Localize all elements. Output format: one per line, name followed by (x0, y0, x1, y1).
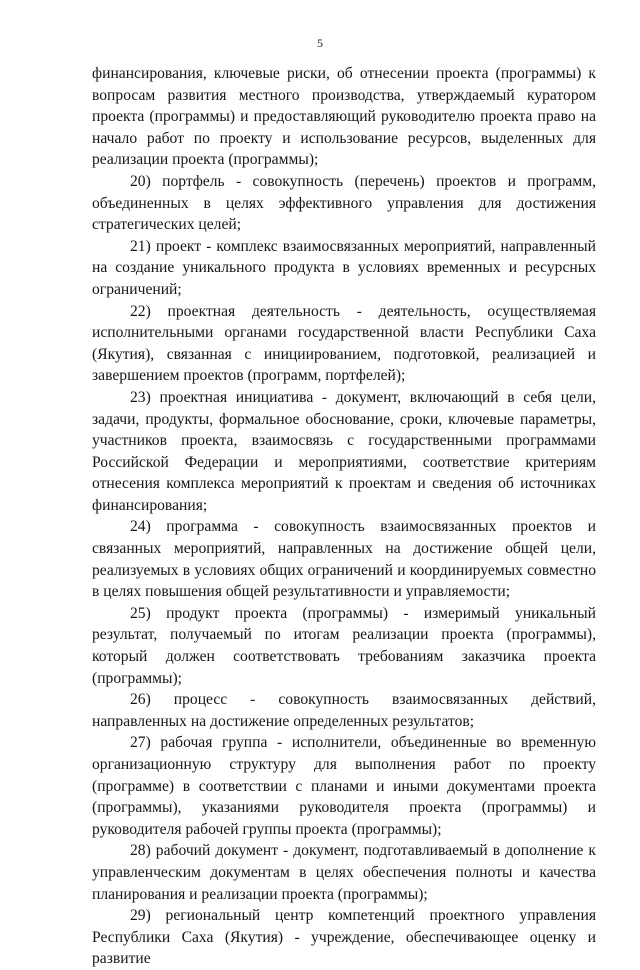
paragraph-item-22: 22) проектная деятельность - деятельность, осуществляемая исполнительными органами государственной власти Республики Саха (Якутия), связанная с инициированием, подготовкой, реализацией и завершением проектов (программ, портфелей); (92, 302, 596, 385)
paragraph-item-26: 26) процесс - совокупность взаимосвязанных действий, направленных на достижение определенных результатов; (92, 691, 596, 730)
paragraph-item-24: 24) программа - совокупность взаимосвязанных проектов и связанных мероприятий, направленных на достижение общей цели, реализуемых в условиях общих ограничений и координируемых совместно в целях повышения общей результативности и управляемости; (92, 518, 596, 601)
paragraph-item-27: 27) рабочая группа - исполнители, объединенные во временную организационную структуру для выполнения работ по проекту (программе) в соответствии с планами и иными документами проекта (программы), указаниями руководителя проекта (программы) и руководителя рабочей группы проекта (программы); (92, 734, 596, 838)
paragraph-item-28: 28) рабочий документ - документ, подготавливаемый в дополнение к управленческим документам в целях обеспечения полноты и качества планирования и реализации проекта (программы); (92, 842, 596, 903)
paragraph-item-23: 23) проектная инициатива - документ, включающий в себя цели, задачи, продукты, формальное обоснование, сроки, ключевые параметры, участников проекта, взаимосвязь с государственными программами Российской Федерации и мероприятиями, соответствие критериям отнесения комплекса мероприятий к проектам и сведения об источниках финансирования; (92, 388, 596, 514)
paragraph-continuation: финансирования, ключевые риски, об отнесении проекта (программы) к вопросам развития местного производства, утверждаемый куратором проекта (программы) и предоставляющий руководителю проекта право на начало работ по проекту и использование ресурсов, выделенных для реализации проекта (программы); (92, 65, 596, 169)
paragraph-item-29: 29) региональный центр компетенций проектного управления Республики Саха (Якутия) - учреждение, обеспечивающее оценку и развитие (92, 907, 596, 968)
paragraph-item-20: 20) портфель - совокупность (перечень) проектов и программ, объединенных в целях эффективного управления для достижения стратегических целей; (92, 172, 596, 234)
paragraph-item-25: 25) продукт проекта (программы) - измеримый уникальный результат, получаемый по итогам реализации проекта (программы), который должен соответствовать требованиям заказчика проекта (программы); (92, 604, 596, 687)
page-number: 5 (317, 36, 323, 50)
document-body (92, 63, 596, 970)
paragraph-item-21: 21) проект - комплекс взаимосвязанных мероприятий, направленный на создание уникального продукта в условиях временных и ресурсных ограничений; (92, 237, 596, 298)
